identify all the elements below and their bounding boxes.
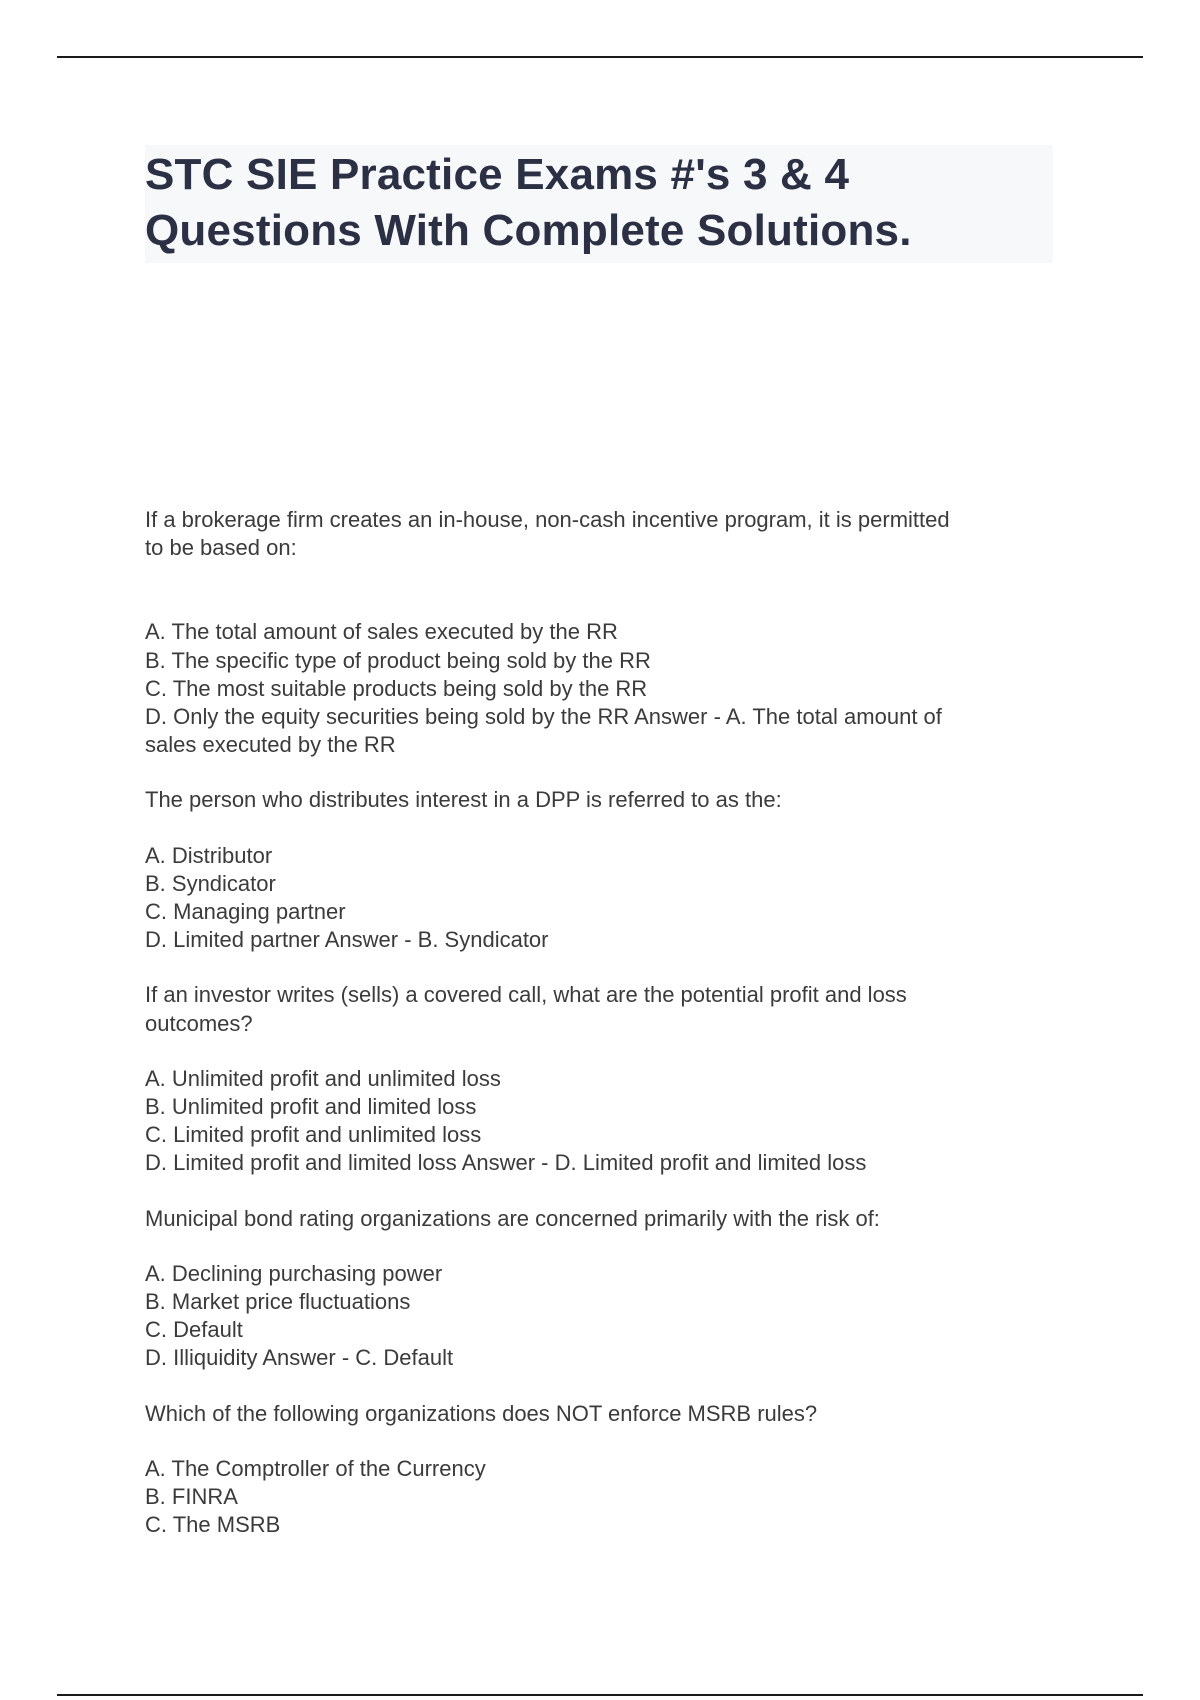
option-line: D. Limited partner Answer - B. Syndicator [145, 927, 549, 953]
question-text [145, 1400, 1065, 1428]
question-text [145, 786, 1065, 814]
question-text [145, 506, 1065, 562]
option-line: D. Only the equity securities being sold by the RR Answer - A. The total amount of [145, 704, 942, 730]
question-line: Municipal bond rating organizations are concerned primarily with the risk of: [145, 1205, 880, 1231]
question-line: If a brokerage firm creates an in-house, non-cash incentive program, it is permitted [145, 507, 950, 532]
question-line: If an investor writes (sells) a covered call, what are the potential profit and loss [145, 982, 907, 1008]
question-block [145, 1205, 1065, 1373]
answer-options [145, 1260, 1065, 1373]
option-line: C. Managing partner [145, 899, 346, 925]
question-block [145, 786, 1065, 954]
option-line: A. Distributor [145, 842, 273, 868]
answer-options [145, 1455, 1065, 1540]
option-line: A. Unlimited profit and unlimited loss [145, 1065, 501, 1091]
option-line: D. Limited profit and limited loss Answer - D. Limited profit and limited loss [145, 1150, 867, 1176]
option-line: C. The MSRB [145, 1512, 281, 1538]
question-block [145, 506, 1065, 759]
option-line: sales executed by the RR [145, 732, 396, 758]
option-line: B. The specific type of product being sold by the RR [145, 647, 651, 673]
title-line: Questions With Complete Solutions. [145, 206, 912, 255]
answer-options [145, 618, 1065, 759]
question-line: to be based on: [145, 535, 297, 561]
title-line: STC SIE Practice Exams #'s 3 & 4 [145, 150, 850, 199]
option-line: C. Default [145, 1317, 243, 1343]
question-text [145, 981, 1065, 1037]
option-line: B. Market price fluctuations [145, 1289, 411, 1315]
top-rule [57, 56, 1143, 58]
answer-options [145, 842, 1065, 955]
question-line: The person who distributes interest in a DPP is referred to as the: [145, 787, 782, 813]
bottom-rule [57, 1694, 1143, 1696]
option-line: C. The most suitable products being sold by the RR [145, 675, 648, 701]
option-line: B. FINRA [145, 1484, 238, 1510]
question-line: outcomes? [145, 1010, 253, 1036]
option-line: C. Limited profit and unlimited loss [145, 1122, 482, 1148]
question-line: Which of the following organizations does NOT enforce MSRB rules? [145, 1400, 818, 1426]
option-line: A. The Comptroller of the Currency [145, 1455, 486, 1481]
option-line: A. Declining purchasing power [145, 1260, 443, 1286]
question-text [145, 1205, 1065, 1233]
question-block [145, 1400, 1065, 1540]
question-block [145, 981, 1065, 1177]
document-title [145, 145, 1053, 263]
option-line: B. Unlimited profit and limited loss [145, 1094, 477, 1120]
option-line: B. Syndicator [145, 870, 276, 896]
question-list [145, 506, 1065, 1539]
option-line: A. The total amount of sales executed by the RR [145, 619, 618, 645]
answer-options [145, 1065, 1065, 1178]
option-line: D. Illiquidity Answer - C. Default [145, 1345, 454, 1371]
